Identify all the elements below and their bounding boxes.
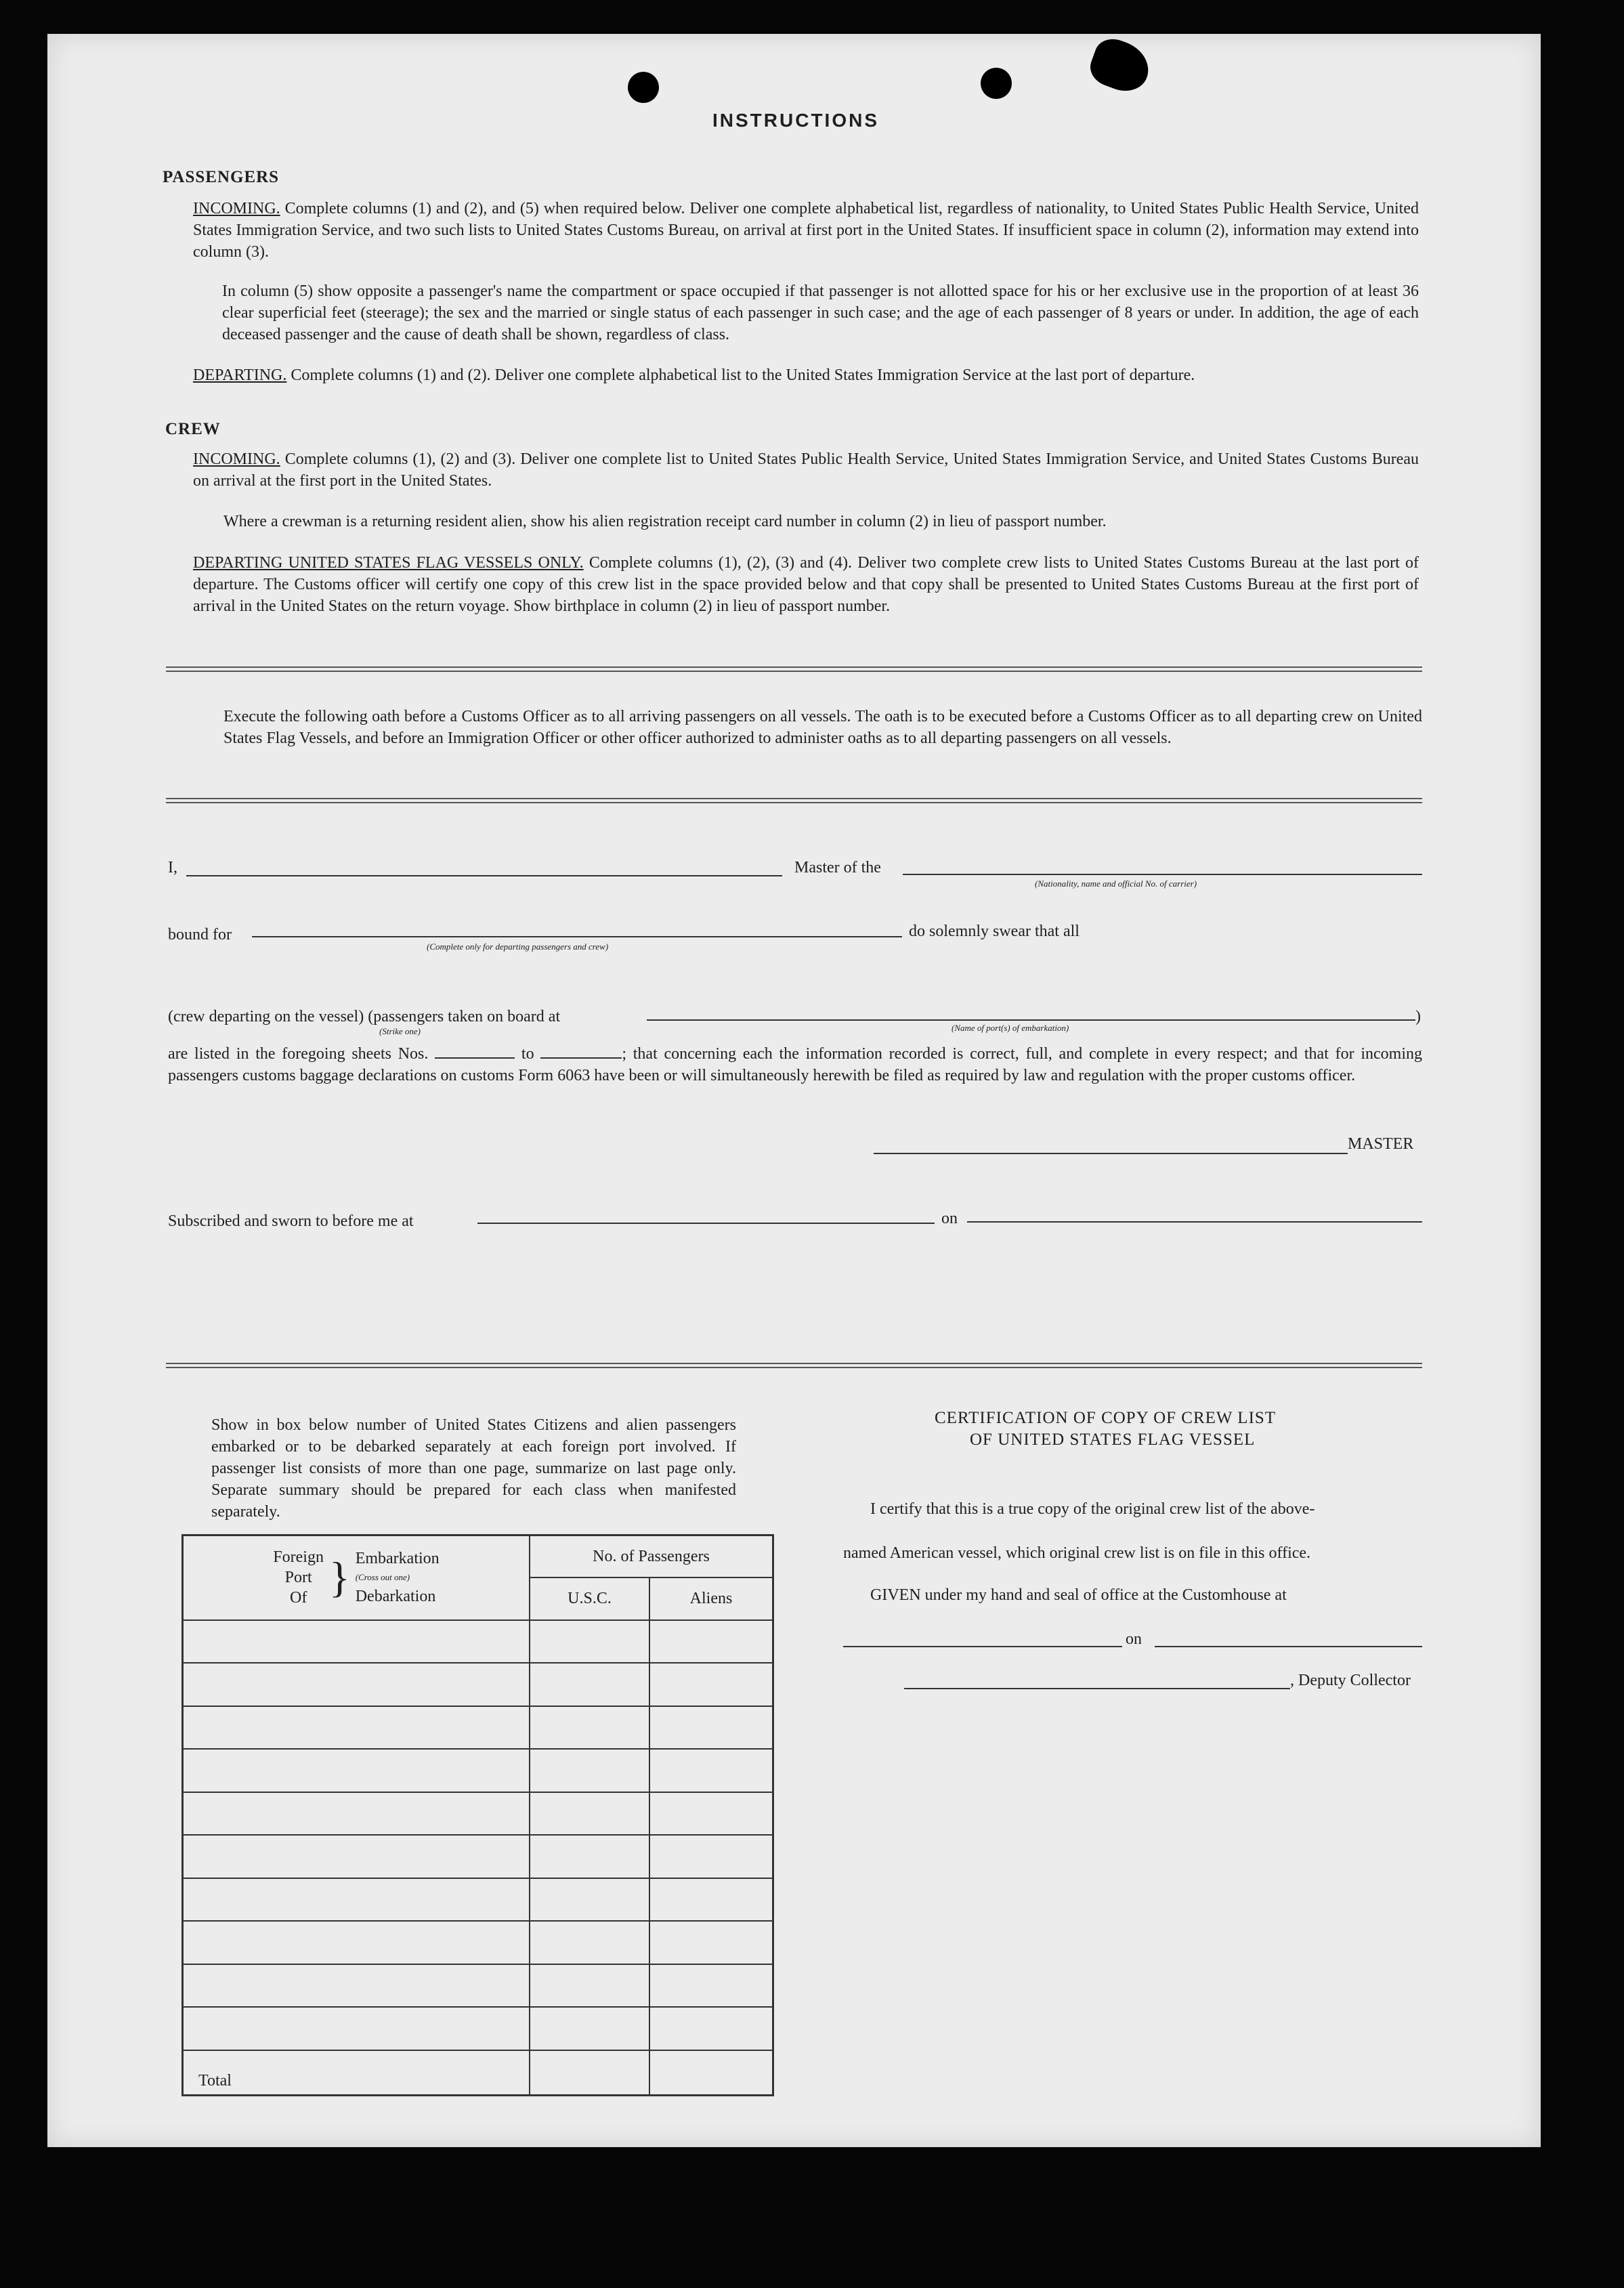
port-cell[interactable] (183, 1792, 530, 1836)
header-embarkation: Embarkation (355, 1550, 440, 1568)
usc-cell[interactable] (530, 2007, 649, 2050)
certification-date-field[interactable] (1155, 1646, 1422, 1647)
swear-text: do solemnly swear that all (909, 923, 1080, 940)
crew-incoming-text: Complete columns (1), (2) and (3). Deliver one complete list to United States Public Health Service, United States Immigration Service, and United States Customs Bureau on arrival at the first port in the United States. (193, 450, 1419, 490)
crew-incoming (193, 448, 1419, 492)
total-aliens-cell[interactable] (649, 2050, 773, 2096)
usc-cell[interactable] (530, 1620, 649, 1664)
brace-icon: } (328, 1553, 350, 1602)
sheet-from-field[interactable] (435, 1044, 515, 1059)
aliens-cell[interactable] (649, 2007, 773, 2050)
total-usc-cell[interactable] (530, 2050, 649, 2096)
passengers-incoming-label: INCOMING. (193, 200, 280, 217)
bound-note: (Complete only for departing passengers and crew) (427, 941, 609, 952)
passengers-incoming (193, 198, 1419, 263)
usc-cell[interactable] (530, 1835, 649, 1878)
total-label (183, 2050, 530, 2096)
certification-line-2: named American vessel, which original crew list is on file in this office. (843, 1544, 1311, 1562)
crew-incoming-label: INCOMING. (193, 450, 280, 468)
punch-hole-left (628, 72, 659, 103)
port-cell[interactable] (183, 1663, 530, 1706)
summary-intro: Show in box below number of United States Citizens and alien passengers embarked or to be debarked separately at each foreign port involved. If passenger list consists of more than one page, summarize on last page only. Separate summary should be prepared for each class when manifested separately. (211, 1416, 736, 1521)
aliens-cell[interactable] (649, 1792, 773, 1836)
listed-text: ; that concerning each the information recorded is correct, full, and complete in every respect; and that for incoming passengers customs baggage declarations on customs Form 6063 have been or will simultaneously herewith be filed as required by law and regulation with the proper customs officer. (168, 1045, 1423, 1084)
divider-instructions (166, 666, 1422, 672)
certification-on-label: on (1126, 1630, 1142, 1648)
header-of: Of (289, 1589, 307, 1607)
port-cell[interactable] (183, 2007, 530, 2050)
subscribed-label: Subscribed and sworn to before me at (168, 1212, 414, 1230)
close-paren: ) (1415, 1008, 1421, 1025)
aliens-cell[interactable] (649, 1620, 773, 1664)
usc-cell[interactable] (530, 1749, 649, 1792)
header-cross-out: (Cross out one) (355, 1572, 410, 1583)
master-of-label: Master of the (794, 859, 881, 876)
usc-cell[interactable] (530, 1792, 649, 1836)
punch-hole-right (981, 68, 1012, 99)
header-foreign: Foreign (273, 1548, 324, 1567)
port-cell[interactable] (183, 1749, 530, 1792)
header-passengers: No. of Passengers (530, 1535, 773, 1578)
aliens-cell[interactable] (649, 1749, 773, 1792)
header-port-word: Port (284, 1569, 312, 1587)
port-cell[interactable] (183, 1878, 530, 1922)
port-cell[interactable] (183, 1964, 530, 2008)
master-name-field[interactable] (186, 875, 782, 876)
passengers-departing (193, 364, 1419, 386)
sheet-to-field[interactable] (540, 1044, 622, 1059)
certification-line-3: GIVEN under my hand and seal of office at the Customhouse at (870, 1586, 1287, 1604)
aliens-cell[interactable] (649, 1921, 773, 1964)
listed-paragraph (168, 1043, 1422, 1086)
header-port (183, 1535, 530, 1620)
crew-departing (193, 552, 1419, 617)
passengers-departing-text: Complete columns (1) and (2). Deliver one complete alphabetical list to the United States Immigration Service at the last port of departure. (291, 366, 1195, 384)
deputy-signature-field[interactable] (904, 1688, 1290, 1689)
oath-i-label: I, (168, 859, 177, 876)
bound-for-label: bound for (168, 926, 232, 944)
crew-departing-line: (crew departing on the vessel) (passengers taken on board at (168, 1008, 561, 1025)
passenger-summary-table (181, 1534, 774, 2096)
certification-heading-1: CERTIFICATION OF COPY OF CREW LIST (935, 1409, 1277, 1427)
usc-cell[interactable] (530, 1878, 649, 1922)
crew-departing-label: DEPARTING UNITED STATES FLAG VESSELS ONLY. (193, 554, 584, 572)
crew-heading: CREW (165, 420, 221, 438)
port-cell[interactable] (183, 1620, 530, 1664)
crew-resident-alien: Where a crewman is a returning resident alien, show his alien registration receipt card number in column (2) in lieu of passport number. (223, 513, 1107, 530)
carrier-note: (Nationality, name and official No. of carrier) (1035, 878, 1197, 889)
usc-cell[interactable] (530, 1921, 649, 1964)
header-aliens: Aliens (649, 1577, 773, 1620)
aliens-cell[interactable] (649, 1663, 773, 1706)
ports-note: (Name of port(s) of embarkation) (952, 1023, 1069, 1033)
master-label: MASTER (1348, 1135, 1414, 1153)
page-title: INSTRUCTIONS (712, 110, 879, 131)
passengers-departing-label: DEPARTING. (193, 366, 287, 384)
total-text: Total (198, 2072, 232, 2090)
header-debarkation: Debarkation (355, 1588, 436, 1606)
deputy-collector-label: , Deputy Collector (1290, 1672, 1411, 1689)
divider-oath (166, 798, 1422, 803)
port-cell[interactable] (183, 1835, 530, 1878)
usc-cell[interactable] (530, 1706, 649, 1750)
strike-note: (Strike one) (379, 1026, 421, 1036)
customhouse-field[interactable] (843, 1646, 1122, 1647)
header-usc: U.S.C. (530, 1577, 649, 1620)
passengers-heading: PASSENGERS (163, 168, 280, 186)
subscribed-date-field[interactable] (967, 1221, 1422, 1223)
divider-summary (166, 1363, 1422, 1368)
passengers-column5: In column (5) show opposite a passenger's name the compartment or space occupied if that passenger is not allotted space for his or her exclusive use in the proportion of at least 36 clear superficial feet (steerage); the sex and the married or single status of each passenger in such case; and the age of each passenger of 8 years or under. In addition, the age of each deceased passenger and the cause of death shall be shown, regardless of class. (222, 282, 1419, 343)
aliens-cell[interactable] (649, 1964, 773, 2008)
certification-line-1: I certify that this is a true copy of the original crew list of the above- (870, 1500, 1315, 1518)
crew-departing-text: Complete columns (1), (2), (3) and (4). Deliver two complete crew lists to United States Customs Bureau at the last port of departure. The Customs officer will certify one copy of this crew list in the space provided below and that copy shall be presented to United States Customs Bureau at the first port of arrival in the United States on the return voyage. Show birthplace in column (2) in lieu of passport number. (193, 554, 1419, 615)
subscribed-place-field[interactable] (477, 1223, 935, 1224)
aliens-cell[interactable] (649, 1706, 773, 1750)
to-label: to (521, 1045, 534, 1063)
listed-prefix: are listed in the foregoing sheets Nos. (168, 1045, 429, 1063)
carrier-field[interactable] (903, 874, 1422, 875)
usc-cell[interactable] (530, 1663, 649, 1706)
oath-intro: Execute the following oath before a Customs Officer as to all arriving passengers on all vessels. The oath is to be executed before a Customs Officer as to all departing crew on United States Flag Vessels, and before an Immigration Officer or other officer authorized to administer oaths as to all departing passengers on all vessels. (223, 708, 1422, 747)
usc-cell[interactable] (530, 1964, 649, 2008)
ports-field[interactable] (647, 1019, 1415, 1021)
port-cell[interactable] (183, 1921, 530, 1964)
bound-for-field[interactable] (252, 936, 902, 937)
port-cell[interactable] (183, 1706, 530, 1750)
master-signature-field[interactable] (874, 1153, 1348, 1154)
subscribed-on-label: on (941, 1210, 958, 1227)
passengers-incoming-text: Complete columns (1) and (2), and (5) when required below. Deliver one complete alphabetical list, regardless of nationality, to United States Public Health Service, United States Immigration Service, and two such lists to United States Customs Bureau, on arrival at first port in the United States. If insufficient space in column (2), information may extend into column (3). (193, 200, 1419, 261)
aliens-cell[interactable] (649, 1835, 773, 1878)
certification-heading-2: OF UNITED STATES FLAG VESSEL (970, 1431, 1256, 1449)
aliens-cell[interactable] (649, 1878, 773, 1922)
